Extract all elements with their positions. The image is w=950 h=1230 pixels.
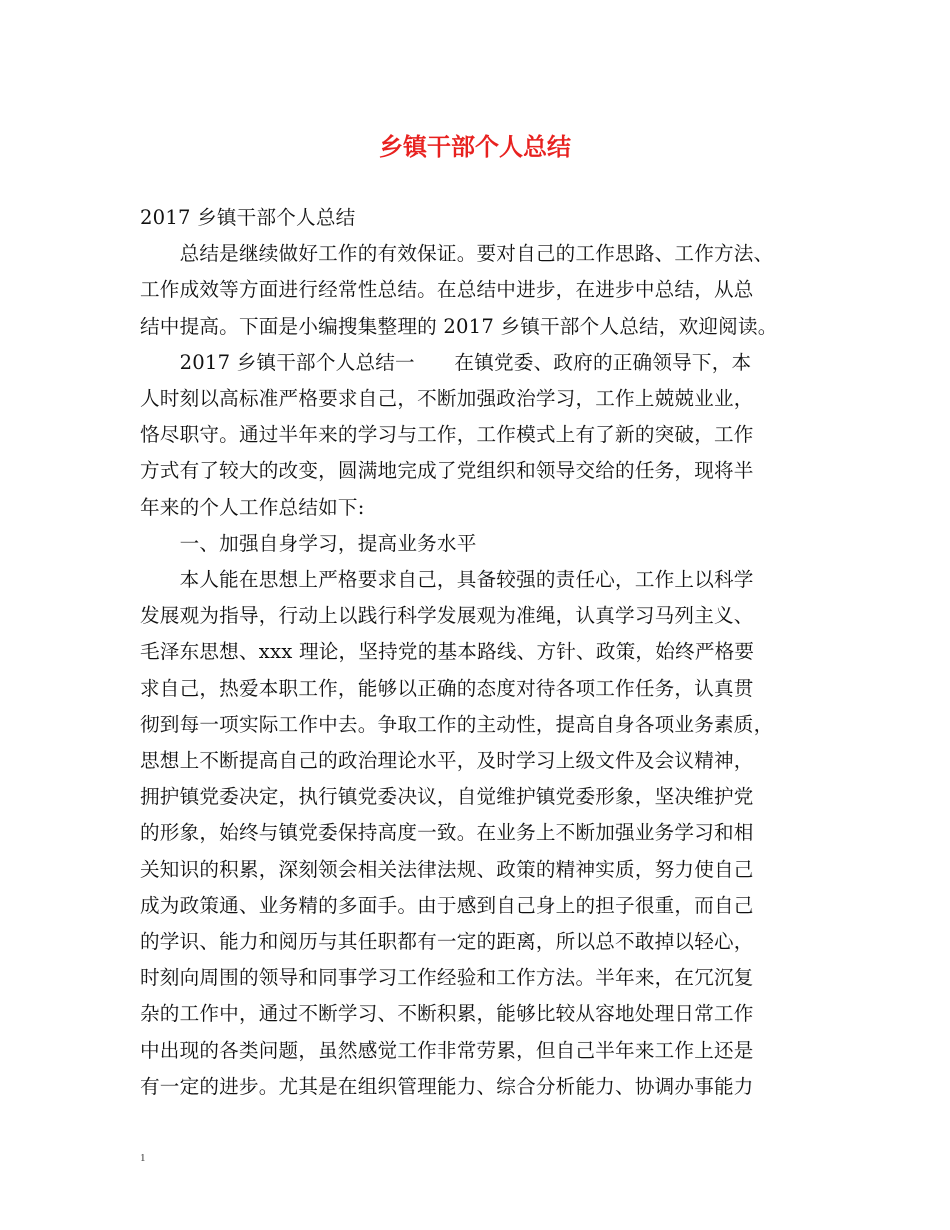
text-line: 结中提高。下面是小编搜集整理的 2017 乡镇干部个人总结，欢迎阅读。 <box>140 314 778 338</box>
text-line: 方式有了较大的改变，圆满地完成了党组织和领导交给的任务，现将半 <box>140 459 754 483</box>
text-line: 毛泽东思想、xxx 理论，坚持党的基本路线、方针、政策，始终严格要 <box>140 640 755 664</box>
text-line: 工作成效等方面进行经常性总结。在总结中进步，在进步中总结，从总 <box>140 278 754 302</box>
text-line: 年来的个人工作总结如下: <box>140 495 365 519</box>
document-title: 乡镇干部个人总结 <box>379 132 571 161</box>
text-line: 成为政策通、业务精的多面手。由于感到自己身上的担子很重，而自己 <box>140 893 754 917</box>
page-number: 1 <box>140 1152 146 1164</box>
text-line: 发展观为指导，行动上以践行科学发展观为准绳，认真学习马列主义、 <box>140 604 754 628</box>
text-line: 杂的工作中，通过不断学习、不断积累，能够比较从容地处理日常工作 <box>140 1002 754 1026</box>
text-line: 时刻向周围的领导和同事学习工作经验和工作方法。半年来，在冗沉复 <box>140 966 754 990</box>
text-line: 有一定的进步。尤其是在组织管理能力、综合分析能力、协调办事能力 <box>140 1074 754 1098</box>
document-body <box>140 200 830 1105</box>
text-line: 本人能在思想上严格要求自己，具备较强的责任心，工作上以科学 <box>140 568 754 592</box>
text-line: 中出现的各类问题，虽然感觉工作非常劳累，但自己半年来工作上还是 <box>140 1038 754 1062</box>
text-line: 2017 乡镇干部个人总结 <box>140 206 356 229</box>
text-line: 2017 乡镇干部个人总结一 在镇党委、政府的正确领导下，本 <box>140 350 752 374</box>
text-line: 总结是继续做好工作的有效保证。要对自己的工作思路、工作方法、 <box>140 242 774 266</box>
text-line: 的学识、能力和阅历与其任职都有一定的距离，所以总不敢掉以轻心， <box>140 930 754 954</box>
text-line: 拥护镇党委决定，执行镇党委决议，自觉维护镇党委形象，坚决维护党 <box>140 785 754 809</box>
text-line: 关知识的积累，深刻领会相关法律法规、政策的精神实质，努力使自己 <box>140 857 754 881</box>
text-line: 的形象，始终与镇党委保持高度一致。在业务上不断加强业务学习和相 <box>140 821 754 845</box>
text-line: 求自己，热爱本职工作，能够以正确的态度对待各项工作任务，认真贯 <box>140 676 754 700</box>
text-line: 彻到每一项实际工作中去。争取工作的主动性，提高自身各项业务素质， <box>140 712 774 736</box>
text-line: 人时刻以高标准严格要求自己，不断加强政治学习，工作上兢兢业业， <box>140 387 754 411</box>
text-line: 思想上不断提高自己的政治理论水平，及时学习上级文件及会议精神， <box>140 749 754 773</box>
text-line: 恪尽职守。通过半年来的学习与工作，工作模式上有了新的突破，工作 <box>140 423 754 447</box>
text-line: 一、加强自身学习，提高业务水平 <box>140 531 477 555</box>
